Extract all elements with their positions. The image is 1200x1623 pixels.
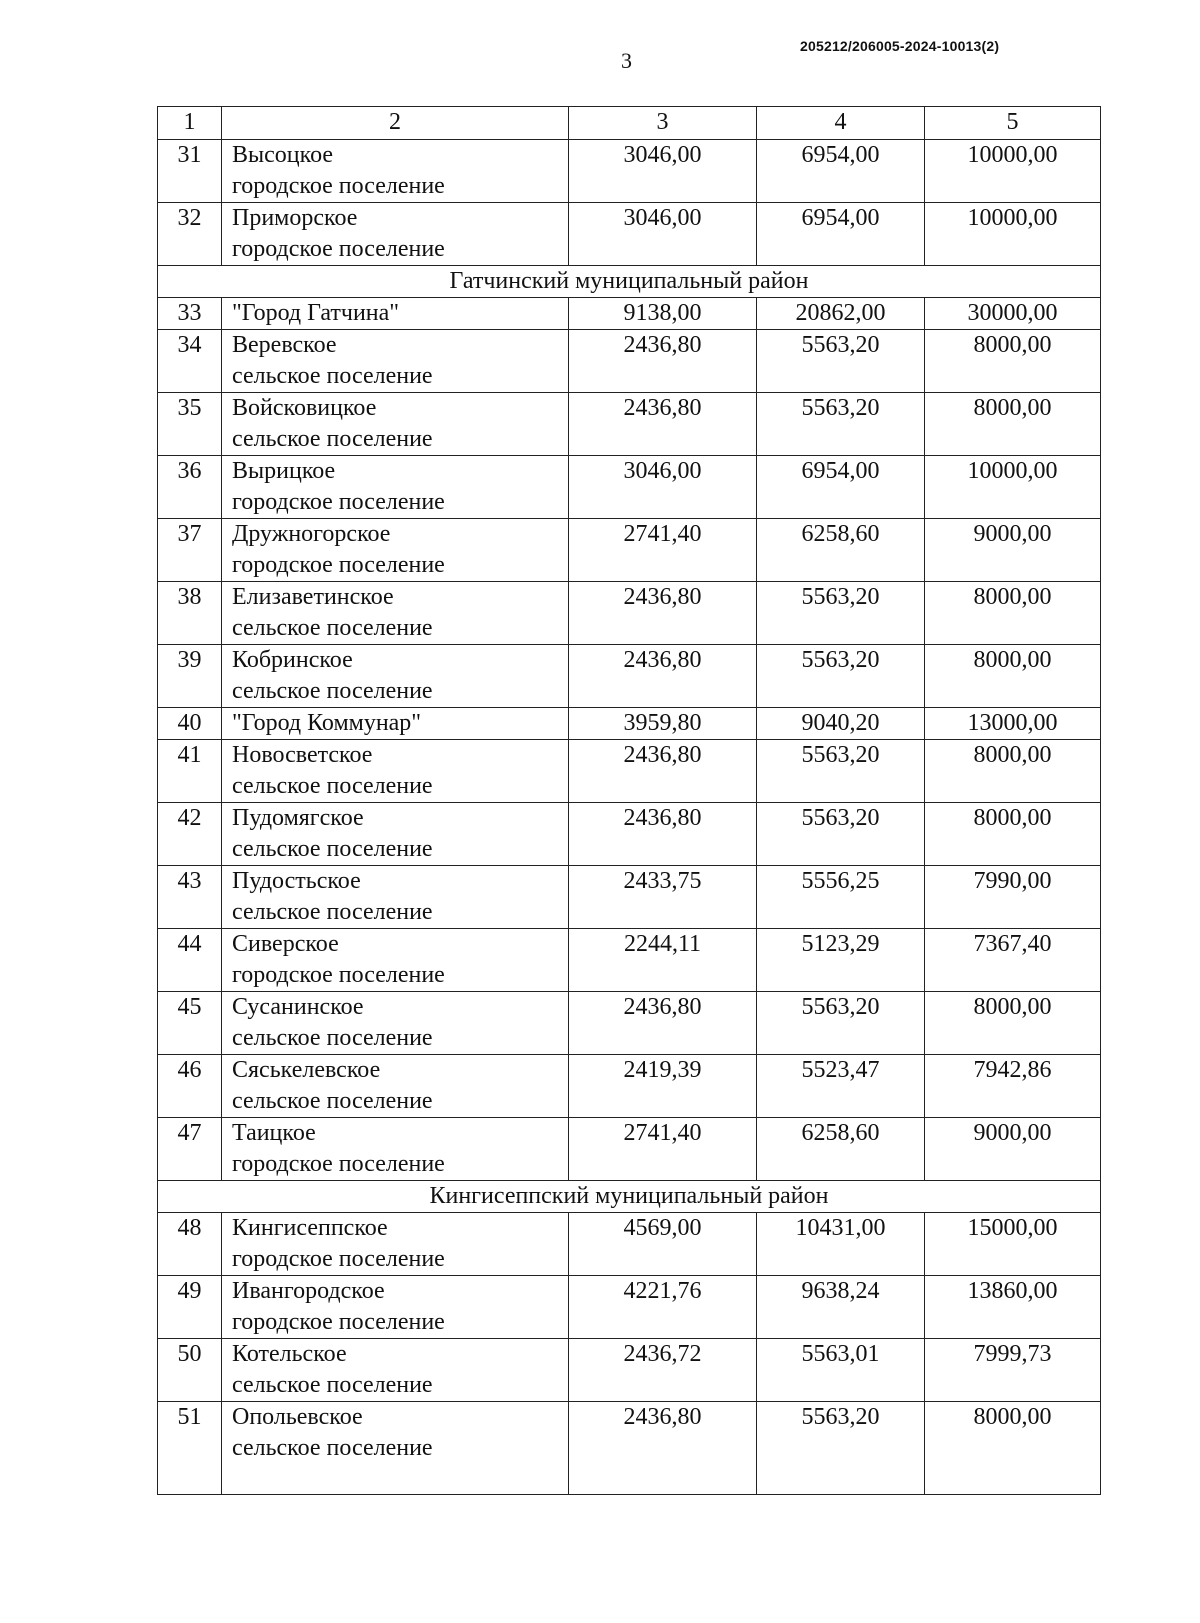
- settlement-name-cell: [222, 330, 569, 393]
- settlement-name: Приморское: [232, 205, 358, 231]
- table-row: [158, 645, 1101, 708]
- row-number: 51: [158, 1402, 222, 1495]
- settlement-type: сельское поселение: [232, 678, 433, 704]
- amount-c4: 5563,20: [757, 803, 925, 866]
- allocation-table: [157, 106, 1101, 1495]
- settlement-name: Ивангородское: [232, 1278, 385, 1304]
- settlement-name: Елизаветинское: [232, 584, 394, 610]
- table-row: [158, 740, 1101, 803]
- amount-c3: 2436,80: [569, 992, 757, 1055]
- row-number: 46: [158, 1055, 222, 1118]
- district-name: Гатчинский муниципальный район: [158, 266, 1101, 298]
- settlement-name: Таицкое: [232, 1120, 316, 1146]
- row-number: 43: [158, 866, 222, 929]
- settlement-type: сельское поселение: [232, 615, 433, 641]
- amount-c5: 7942,86: [925, 1055, 1101, 1118]
- table-row: [158, 708, 1101, 740]
- amount-c4: 9040,20: [757, 708, 925, 740]
- settlement-type: сельское поселение: [232, 1088, 433, 1114]
- amount-c4: 5563,20: [757, 393, 925, 456]
- settlement-type: городское поселение: [232, 962, 445, 988]
- table-row: [158, 866, 1101, 929]
- amount-c4: 5523,47: [757, 1055, 925, 1118]
- settlement-name: Котельское: [232, 1341, 347, 1367]
- amount-c5: 8000,00: [925, 330, 1101, 393]
- settlement-name: Высоцкое: [232, 142, 334, 168]
- column-header-2: 2: [222, 107, 569, 140]
- amount-c4: 6954,00: [757, 203, 925, 266]
- settlement-name: Вырицкое: [232, 458, 336, 484]
- table-row: [158, 330, 1101, 393]
- settlement-name-cell: [222, 866, 569, 929]
- settlement-type: сельское поселение: [232, 1025, 433, 1051]
- amount-c5: 7990,00: [925, 866, 1101, 929]
- row-number: 42: [158, 803, 222, 866]
- row-number: 34: [158, 330, 222, 393]
- district-name: Кингисеппский муниципальный район: [158, 1181, 1101, 1213]
- table-row: [158, 140, 1101, 203]
- settlement-type: сельское поселение: [232, 899, 433, 925]
- amount-c3: 9138,00: [569, 298, 757, 330]
- settlement-type: городское поселение: [232, 1151, 445, 1177]
- table-row: [158, 803, 1101, 866]
- amount-c3: 3046,00: [569, 456, 757, 519]
- settlement-type: сельское поселение: [232, 363, 433, 389]
- settlement-name-cell: [222, 645, 569, 708]
- document-code: 205212/206005-2024-10013(2): [800, 38, 1000, 54]
- amount-c3: 3959,80: [569, 708, 757, 740]
- row-number: 48: [158, 1213, 222, 1276]
- row-number: 39: [158, 645, 222, 708]
- settlement-name-cell: [222, 1055, 569, 1118]
- settlement-name-cell: [222, 992, 569, 1055]
- amount-c5: 8000,00: [925, 1402, 1101, 1495]
- settlement-name-cell: [222, 1213, 569, 1276]
- settlement-type: городское поселение: [232, 489, 445, 515]
- row-number: 44: [158, 929, 222, 992]
- settlement-name: Пудомягское: [232, 805, 364, 831]
- amount-c3: 4221,76: [569, 1276, 757, 1339]
- amount-c4: 20862,00: [757, 298, 925, 330]
- settlement-name-cell: [222, 519, 569, 582]
- settlement-name: Сусанинское: [232, 994, 364, 1020]
- amount-c3: 2433,75: [569, 866, 757, 929]
- amount-c4: 5556,25: [757, 866, 925, 929]
- table-row: [158, 1276, 1101, 1339]
- district-header-row: [158, 1181, 1101, 1213]
- settlement-type: городское поселение: [232, 552, 445, 578]
- table-row: [158, 1213, 1101, 1276]
- amount-c3: 2436,80: [569, 582, 757, 645]
- settlement-name-cell: [222, 740, 569, 803]
- row-number: 31: [158, 140, 222, 203]
- settlement-name: "Город Гатчина": [232, 300, 400, 326]
- amount-c3: 2419,39: [569, 1055, 757, 1118]
- settlement-name: Дружногорское: [232, 521, 391, 547]
- amount-c4: 5563,20: [757, 740, 925, 803]
- amount-c4: 5563,20: [757, 992, 925, 1055]
- settlement-name: Пудостьское: [232, 868, 361, 894]
- table-row: [158, 1055, 1101, 1118]
- settlement-type: городское поселение: [232, 1246, 445, 1272]
- settlement-name: Кингисеппское: [232, 1215, 388, 1241]
- amount-c4: 6258,60: [757, 519, 925, 582]
- column-header-1: 1: [158, 107, 222, 140]
- amount-c5: 8000,00: [925, 740, 1101, 803]
- settlement-name-cell: [222, 1276, 569, 1339]
- amount-c5: 10000,00: [925, 456, 1101, 519]
- page-number: 3: [621, 48, 632, 73]
- table-header-row: [158, 107, 1101, 140]
- column-header-4: 4: [757, 107, 925, 140]
- amount-c3: 2436,72: [569, 1339, 757, 1402]
- table-row: [158, 992, 1101, 1055]
- settlement-type: городское поселение: [232, 173, 445, 199]
- settlement-name-cell: [222, 1339, 569, 1402]
- settlement-type: сельское поселение: [232, 773, 433, 799]
- settlement-name-cell: [222, 708, 569, 740]
- table-row: [158, 298, 1101, 330]
- settlement-type: сельское поселение: [232, 836, 433, 862]
- settlement-type: городское поселение: [232, 1309, 445, 1335]
- settlement-name-cell: [222, 140, 569, 203]
- column-header-5: 5: [925, 107, 1101, 140]
- amount-c3: 4569,00: [569, 1213, 757, 1276]
- settlement-name-cell: [222, 456, 569, 519]
- amount-c3: 2436,80: [569, 393, 757, 456]
- settlement-name: Войсковицкое: [232, 395, 377, 421]
- amount-c3: 2741,40: [569, 519, 757, 582]
- row-number: 33: [158, 298, 222, 330]
- row-number: 35: [158, 393, 222, 456]
- table-row: [158, 1339, 1101, 1402]
- row-number: 37: [158, 519, 222, 582]
- amount-c3: 3046,00: [569, 203, 757, 266]
- amount-c5: 10000,00: [925, 203, 1101, 266]
- amount-c5: 30000,00: [925, 298, 1101, 330]
- amount-c4: 5123,29: [757, 929, 925, 992]
- settlement-name-cell: [222, 1118, 569, 1181]
- settlement-name-cell: [222, 1402, 569, 1495]
- amount-c4: 6954,00: [757, 140, 925, 203]
- amount-c5: 8000,00: [925, 393, 1101, 456]
- amount-c3: 2436,80: [569, 645, 757, 708]
- district-header-row: [158, 266, 1101, 298]
- row-number: 49: [158, 1276, 222, 1339]
- column-header-3: 3: [569, 107, 757, 140]
- amount-c5: 13860,00: [925, 1276, 1101, 1339]
- amount-c3: 2741,40: [569, 1118, 757, 1181]
- amount-c3: 2244,11: [569, 929, 757, 992]
- settlement-name: Опольевское: [232, 1404, 363, 1430]
- amount-c3: 2436,80: [569, 1402, 757, 1495]
- amount-c5: 7999,73: [925, 1339, 1101, 1402]
- settlement-type: сельское поселение: [232, 1372, 433, 1398]
- amount-c5: 8000,00: [925, 803, 1101, 866]
- amount-c3: 2436,80: [569, 803, 757, 866]
- settlement-type: городское поселение: [232, 236, 445, 262]
- settlement-name: "Город Коммунар": [232, 710, 422, 736]
- amount-c4: 10431,00: [757, 1213, 925, 1276]
- amount-c5: 9000,00: [925, 519, 1101, 582]
- table-row: [158, 203, 1101, 266]
- amount-c4: 5563,20: [757, 645, 925, 708]
- amount-c5: 8000,00: [925, 992, 1101, 1055]
- row-number: 32: [158, 203, 222, 266]
- table-row: [158, 519, 1101, 582]
- amount-c3: 2436,80: [569, 330, 757, 393]
- table-row: [158, 582, 1101, 645]
- row-number: 41: [158, 740, 222, 803]
- amount-c4: 5563,20: [757, 1402, 925, 1495]
- amount-c5: 9000,00: [925, 1118, 1101, 1181]
- settlement-name-cell: [222, 203, 569, 266]
- table-row: [158, 456, 1101, 519]
- settlement-name-cell: [222, 803, 569, 866]
- amount-c5: 15000,00: [925, 1213, 1101, 1276]
- amount-c4: 9638,24: [757, 1276, 925, 1339]
- row-number: 47: [158, 1118, 222, 1181]
- amount-c3: 2436,80: [569, 740, 757, 803]
- settlement-name: Сяськелевское: [232, 1057, 381, 1083]
- amount-c4: 5563,20: [757, 330, 925, 393]
- settlement-name: Сиверское: [232, 931, 339, 957]
- amount-c5: 8000,00: [925, 582, 1101, 645]
- settlement-name-cell: [222, 929, 569, 992]
- settlement-name: Кобринское: [232, 647, 353, 673]
- settlement-type: сельское поселение: [232, 426, 433, 452]
- settlement-name-cell: [222, 298, 569, 330]
- row-number: 38: [158, 582, 222, 645]
- table-row: [158, 1402, 1101, 1495]
- row-number: 45: [158, 992, 222, 1055]
- amount-c4: 6258,60: [757, 1118, 925, 1181]
- amount-c5: 7367,40: [925, 929, 1101, 992]
- row-number: 36: [158, 456, 222, 519]
- settlement-name: Новосветское: [232, 742, 373, 768]
- row-number: 40: [158, 708, 222, 740]
- table-row: [158, 1118, 1101, 1181]
- amount-c5: 13000,00: [925, 708, 1101, 740]
- table-row: [158, 929, 1101, 992]
- table-row: [158, 393, 1101, 456]
- settlement-name-cell: [222, 393, 569, 456]
- row-number: 50: [158, 1339, 222, 1402]
- settlement-name: Веревское: [232, 332, 337, 358]
- settlement-type: сельское поселение: [232, 1435, 433, 1461]
- amount-c4: 6954,00: [757, 456, 925, 519]
- settlement-name-cell: [222, 582, 569, 645]
- amount-c5: 10000,00: [925, 140, 1101, 203]
- amount-c4: 5563,20: [757, 582, 925, 645]
- amount-c4: 5563,01: [757, 1339, 925, 1402]
- amount-c5: 8000,00: [925, 645, 1101, 708]
- amount-c3: 3046,00: [569, 140, 757, 203]
